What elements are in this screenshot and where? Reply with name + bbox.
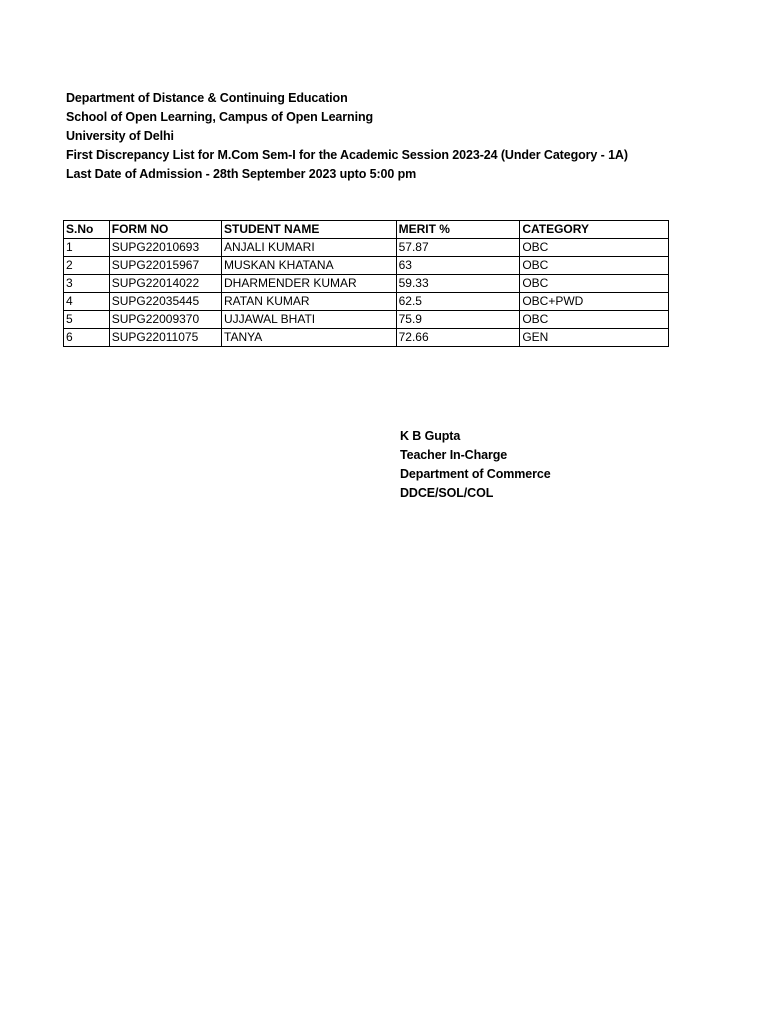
cell-student-name: UJJAWAL BHATI — [222, 311, 397, 329]
signatory-name: K B Gupta — [400, 429, 461, 443]
cell-form-no: SUPG22015967 — [109, 257, 221, 275]
table-row — [64, 257, 669, 275]
column-header-form-no: FORM NO — [109, 221, 221, 239]
discrepancy-list-table — [63, 220, 669, 347]
cell-sno: 6 — [64, 329, 110, 347]
school-name: School of Open Learning, Campus of Open Learning — [66, 110, 374, 124]
cell-category: OBC — [520, 257, 669, 275]
cell-sno: 5 — [64, 311, 110, 329]
column-header-category: CATEGORY — [520, 221, 669, 239]
cell-sno: 4 — [64, 293, 110, 311]
cell-merit: 59.33 — [396, 275, 520, 293]
cell-sno: 2 — [64, 257, 110, 275]
signatory-designation: Teacher In-Charge — [400, 448, 508, 462]
table-row — [64, 311, 669, 329]
cell-student-name: TANYA — [222, 329, 397, 347]
cell-merit: 75.9 — [396, 311, 520, 329]
cell-form-no: SUPG22035445 — [109, 293, 221, 311]
cell-category: GEN — [520, 329, 669, 347]
signatory-department: Department of Commerce — [400, 467, 551, 481]
table-row — [64, 329, 669, 347]
university-name: University of Delhi — [66, 129, 174, 143]
column-header-sno: S.No — [64, 221, 110, 239]
column-header-merit: MERIT % — [396, 221, 520, 239]
table-header-row — [64, 221, 669, 239]
cell-category: OBC+PWD — [520, 293, 669, 311]
department-name: Department of Distance & Continuing Education — [66, 91, 348, 105]
cell-merit: 62.5 — [396, 293, 520, 311]
signatory-office: DDCE/SOL/COL — [400, 486, 494, 500]
cell-category: OBC — [520, 311, 669, 329]
table-row — [64, 293, 669, 311]
table-row — [64, 239, 669, 257]
cell-merit: 72.66 — [396, 329, 520, 347]
cell-student-name: ANJALI KUMARI — [222, 239, 397, 257]
cell-sno: 1 — [64, 239, 110, 257]
cell-form-no: SUPG22009370 — [109, 311, 221, 329]
cell-form-no: SUPG22010693 — [109, 239, 221, 257]
cell-form-no: SUPG22014022 — [109, 275, 221, 293]
cell-student-name: RATAN KUMAR — [222, 293, 397, 311]
cell-merit: 63 — [396, 257, 520, 275]
list-title: First Discrepancy List for M.Com Sem-I for the Academic Session 2023-24 (Under Category - 1A) — [66, 148, 628, 162]
table-row — [64, 275, 669, 293]
admission-deadline: Last Date of Admission - 28th September 2023 upto 5:00 pm — [66, 167, 417, 181]
cell-student-name: DHARMENDER KUMAR — [222, 275, 397, 293]
document-header — [66, 89, 628, 184]
cell-student-name: MUSKAN KHATANA — [222, 257, 397, 275]
cell-category: OBC — [520, 239, 669, 257]
cell-sno: 3 — [64, 275, 110, 293]
signature-block — [400, 427, 551, 503]
column-header-student-name: STUDENT NAME — [222, 221, 397, 239]
cell-form-no: SUPG22011075 — [109, 329, 221, 347]
cell-category: OBC — [520, 275, 669, 293]
cell-merit: 57.87 — [396, 239, 520, 257]
